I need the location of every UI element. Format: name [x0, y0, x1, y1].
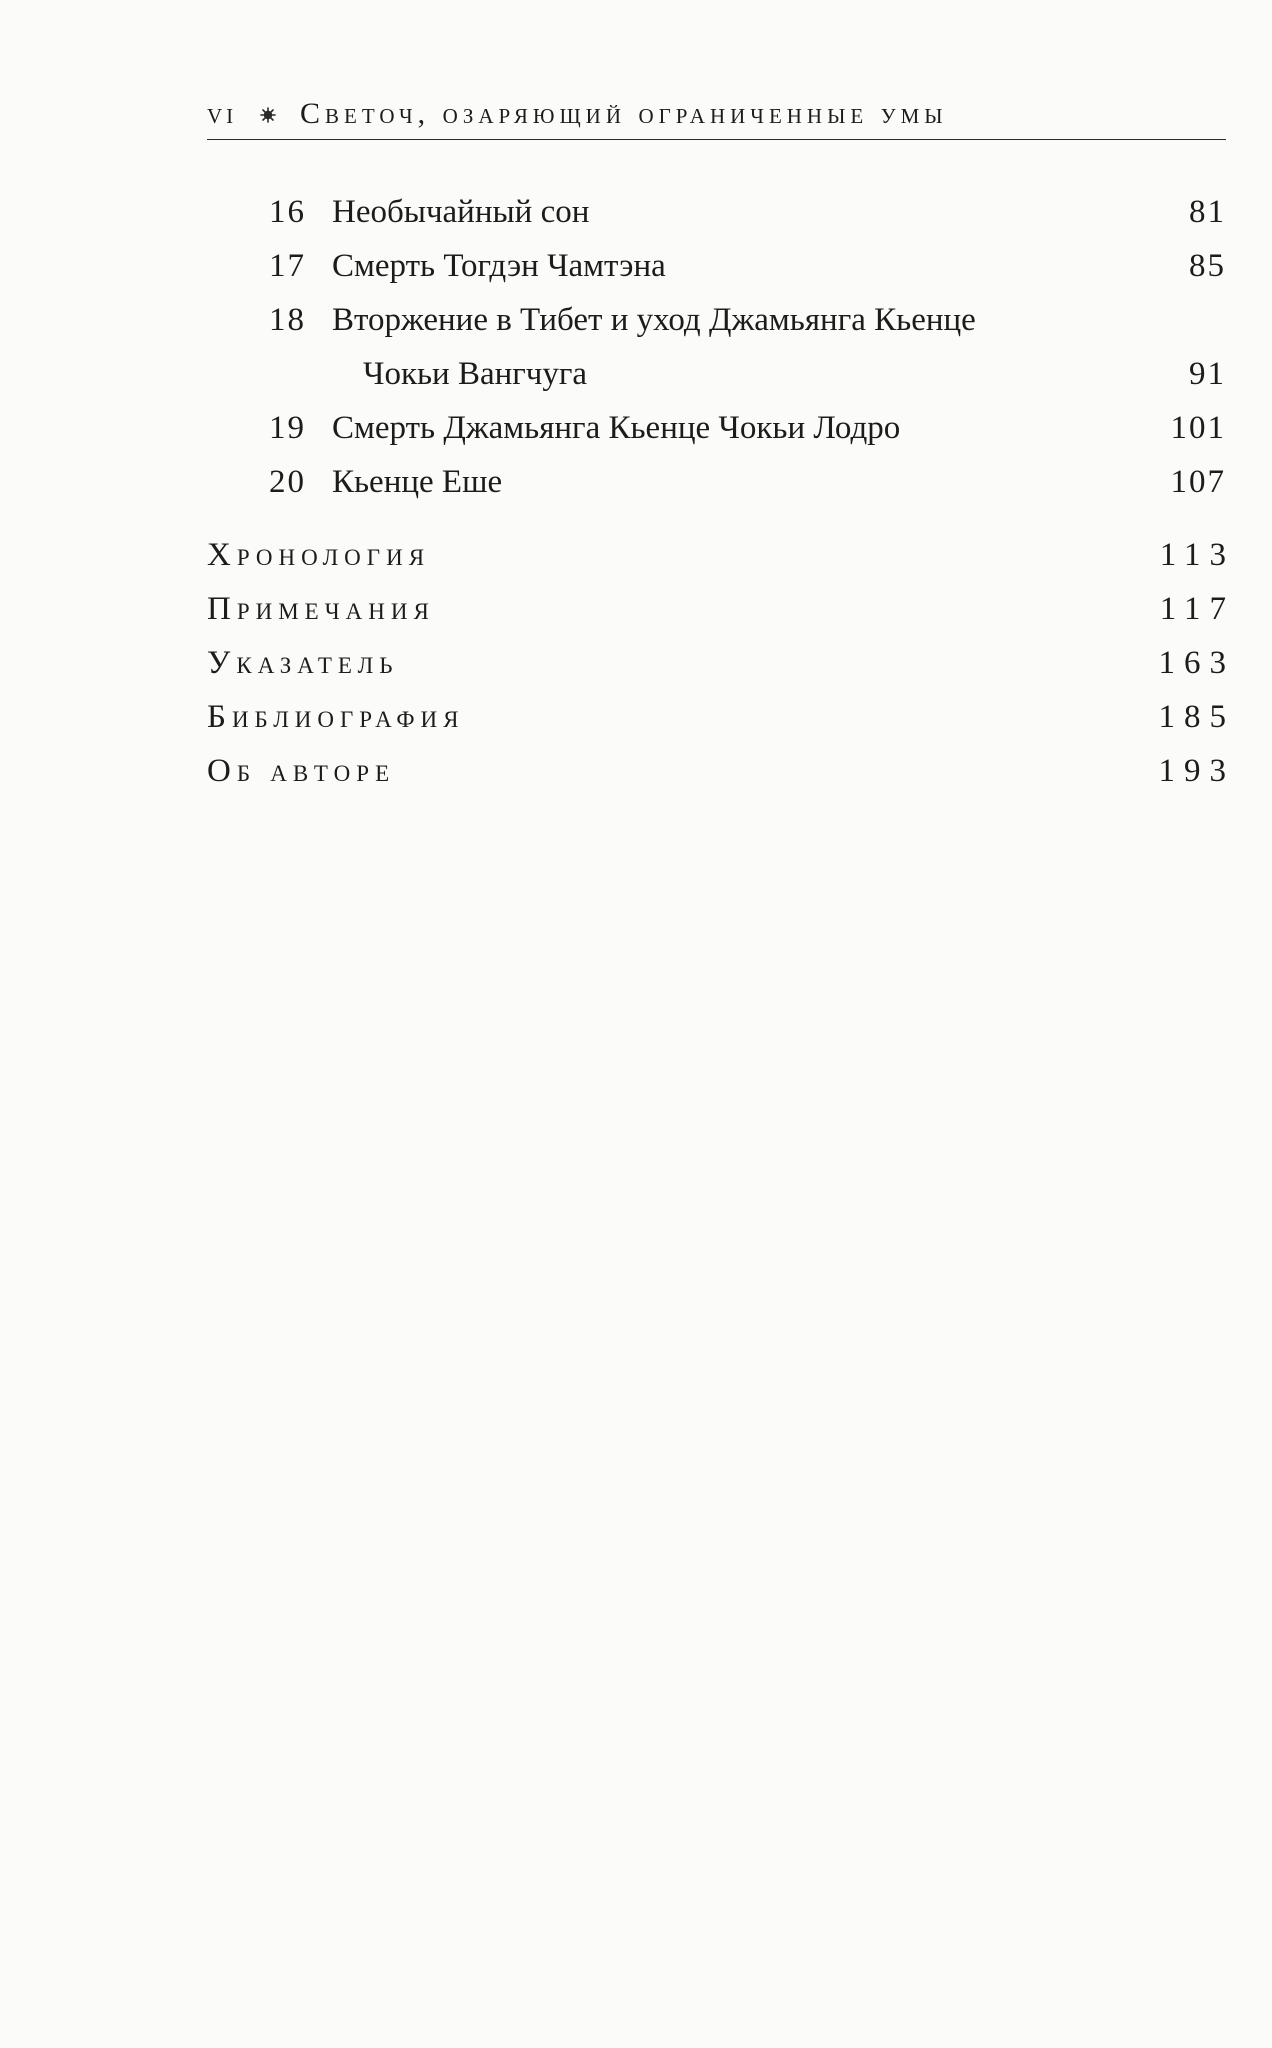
chapter-title: Кьенце Еше	[332, 464, 503, 500]
backmatter-page-number: 117	[1159, 591, 1235, 627]
chapter-page-number: 85	[1189, 248, 1226, 284]
chapter-number: 17	[269, 248, 306, 284]
chapter-title: Необычайный сон	[332, 194, 590, 230]
chapter-page-number: 81	[1189, 194, 1226, 230]
toc-entry-about-author[interactable]	[207, 744, 1235, 798]
backmatter-label: Примечания	[207, 591, 435, 627]
toc-entry-chapter-18[interactable]	[207, 293, 1226, 401]
toc-entry-chapter-16[interactable]	[207, 185, 1226, 239]
backmatter-page-number: 193	[1158, 753, 1235, 789]
backmatter-page-number: 163	[1158, 645, 1235, 681]
asterisk-ornament-icon	[260, 107, 276, 123]
chapter-page-number: 107	[1170, 464, 1226, 500]
chapter-number: 19	[269, 410, 306, 446]
backmatter-page-number: 185	[1158, 699, 1235, 735]
chapter-title: Смерть Джамьянга Кьенце Чокьи Лодро	[332, 410, 901, 446]
backmatter-list	[207, 528, 1235, 798]
chapter-title: Смерть Тогдэн Чамтэна	[332, 248, 666, 284]
toc-entry-chapter-17[interactable]	[207, 239, 1226, 293]
book-page	[207, 0, 1235, 2048]
backmatter-page-number: 113	[1159, 537, 1235, 573]
folio: vi	[207, 97, 238, 130]
backmatter-label: Хронология	[207, 537, 431, 573]
backmatter-label: Библиография	[207, 699, 465, 735]
toc-entry-chronology[interactable]	[207, 528, 1235, 582]
toc-entry-chapter-19[interactable]	[207, 401, 1226, 455]
chapter-number: 18	[269, 302, 306, 338]
backmatter-label: Об авторе	[207, 753, 396, 789]
chapter-number: 20	[269, 464, 306, 500]
toc-entry-index[interactable]	[207, 636, 1235, 690]
chapter-page-number: 91	[1189, 356, 1226, 392]
chapter-title: Вторжение в Тибет и уход Джамьянга Кьенце	[332, 302, 976, 338]
backmatter-label: Указатель	[207, 645, 399, 681]
running-header	[207, 96, 1226, 140]
chapter-list	[207, 185, 1226, 509]
toc-entry-notes[interactable]	[207, 582, 1235, 636]
running-title: Светоч, озаряющий ограниченные умы	[300, 97, 948, 130]
chapter-page-number: 101	[1170, 410, 1226, 446]
chapter-number: 16	[269, 194, 306, 230]
toc-entry-bibliography[interactable]	[207, 690, 1235, 744]
toc-entry-chapter-20[interactable]	[207, 455, 1226, 509]
chapter-title-continuation: Чокьи Вангчуга	[363, 356, 588, 392]
